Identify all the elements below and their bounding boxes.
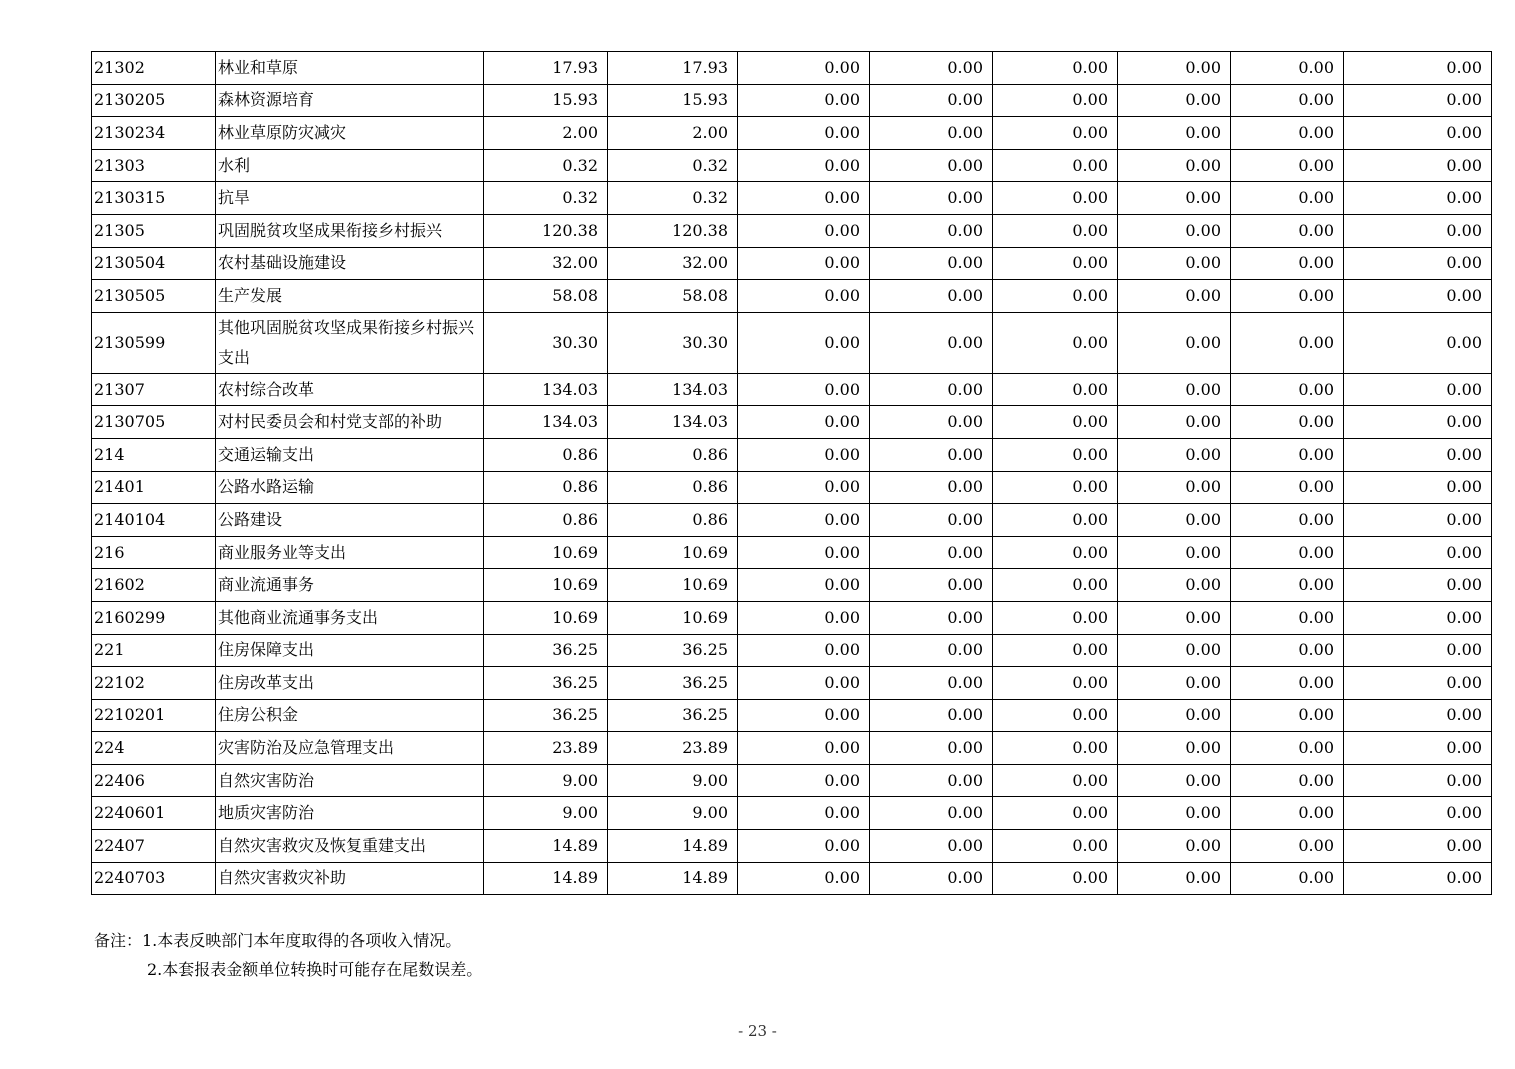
amount-cell: 0.00 [1231, 601, 1344, 634]
subject-code-cell: 216 [92, 536, 216, 569]
table-row [92, 732, 1492, 765]
amount-cell: 0.00 [1344, 312, 1492, 373]
subject-code-cell: 22102 [92, 667, 216, 700]
amount-cell: 0.00 [993, 214, 1118, 247]
amount-cell: 9.00 [608, 764, 738, 797]
subject-name-cell: 农村基础设施建设 [216, 247, 484, 280]
amount-cell: 0.00 [738, 406, 870, 439]
amount-cell: 0.00 [1231, 797, 1344, 830]
subject-code-cell: 214 [92, 438, 216, 471]
table-row [92, 471, 1492, 504]
amount-cell: 36.25 [484, 667, 608, 700]
subject-code-cell: 224 [92, 732, 216, 765]
amount-cell: 10.69 [608, 601, 738, 634]
amount-cell: 0.00 [1231, 569, 1344, 602]
amount-cell: 0.00 [738, 699, 870, 732]
amount-cell: 0.00 [1231, 699, 1344, 732]
subject-code-cell: 2210201 [92, 699, 216, 732]
note-line-1: 备注：1.本表反映部门本年度取得的各项收入情况。 [94, 931, 462, 950]
amount-cell: 0.00 [1344, 862, 1492, 895]
amount-cell: 0.00 [1231, 406, 1344, 439]
amount-cell: 0.00 [1231, 117, 1344, 150]
amount-cell: 0.00 [870, 214, 993, 247]
subject-code-cell: 2130205 [92, 84, 216, 117]
amount-cell: 0.00 [993, 862, 1118, 895]
subject-name-cell: 其他商业流通事务支出 [216, 601, 484, 634]
amount-cell: 0.00 [738, 149, 870, 182]
amount-cell: 134.03 [484, 406, 608, 439]
amount-cell: 0.00 [738, 536, 870, 569]
amount-cell: 0.00 [738, 117, 870, 150]
table-row [92, 117, 1492, 150]
amount-cell: 0.00 [1344, 247, 1492, 280]
amount-cell: 0.00 [993, 117, 1118, 150]
amount-cell: 0.00 [1118, 438, 1231, 471]
subject-name-cell: 灾害防治及应急管理支出 [216, 732, 484, 765]
amount-cell: 0.00 [1344, 732, 1492, 765]
subject-name-cell: 林业草原防灾减灾 [216, 117, 484, 150]
table-row [92, 373, 1492, 406]
amount-cell: 0.32 [484, 149, 608, 182]
amount-cell: 0.00 [1231, 471, 1344, 504]
subject-code-cell: 21302 [92, 52, 216, 85]
amount-cell: 0.00 [1231, 182, 1344, 215]
subject-code-cell: 2130315 [92, 182, 216, 215]
subject-name-cell: 水利 [216, 149, 484, 182]
subject-code-cell: 2130705 [92, 406, 216, 439]
amount-cell: 0.00 [1231, 280, 1344, 313]
amount-cell: 134.03 [608, 373, 738, 406]
amount-cell: 0.86 [484, 504, 608, 537]
amount-cell: 0.00 [870, 247, 993, 280]
amount-cell: 0.00 [1344, 84, 1492, 117]
subject-name-cell: 住房改革支出 [216, 667, 484, 700]
amount-cell: 0.00 [1344, 764, 1492, 797]
amount-cell: 0.00 [738, 182, 870, 215]
amount-cell: 32.00 [484, 247, 608, 280]
amount-cell: 0.32 [608, 182, 738, 215]
amount-cell: 0.00 [993, 536, 1118, 569]
table-body [92, 52, 1492, 895]
amount-cell: 0.00 [870, 764, 993, 797]
amount-cell: 0.00 [1118, 312, 1231, 373]
table-row [92, 699, 1492, 732]
amount-cell: 0.00 [1344, 699, 1492, 732]
table-row [92, 764, 1492, 797]
table-row [92, 797, 1492, 830]
amount-cell: 0.00 [1118, 536, 1231, 569]
amount-cell: 0.00 [993, 569, 1118, 602]
amount-cell: 0.00 [1118, 84, 1231, 117]
amount-cell: 0.00 [1344, 373, 1492, 406]
table-row [92, 667, 1492, 700]
table-row [92, 214, 1492, 247]
amount-cell: 0.00 [1344, 214, 1492, 247]
amount-cell: 36.25 [608, 667, 738, 700]
amount-cell: 0.00 [1118, 117, 1231, 150]
page-number: - 23 - [738, 1022, 777, 1040]
amount-cell: 9.00 [484, 764, 608, 797]
amount-cell: 0.86 [484, 471, 608, 504]
amount-cell: 0.00 [993, 699, 1118, 732]
table-row [92, 438, 1492, 471]
subject-name-cell: 公路建设 [216, 504, 484, 537]
subject-name-cell: 生产发展 [216, 280, 484, 313]
amount-cell: 0.00 [1344, 182, 1492, 215]
amount-cell: 0.86 [608, 471, 738, 504]
amount-cell: 0.00 [993, 667, 1118, 700]
subject-name-cell: 商业服务业等支出 [216, 536, 484, 569]
amount-cell: 0.00 [993, 280, 1118, 313]
amount-cell: 0.00 [1231, 149, 1344, 182]
amount-cell: 0.00 [870, 699, 993, 732]
amount-cell: 58.08 [484, 280, 608, 313]
table-row [92, 406, 1492, 439]
amount-cell: 0.00 [1118, 52, 1231, 85]
subject-code-cell: 21401 [92, 471, 216, 504]
amount-cell: 14.89 [608, 830, 738, 863]
amount-cell: 0.00 [1231, 84, 1344, 117]
amount-cell: 23.89 [484, 732, 608, 765]
amount-cell: 0.00 [993, 438, 1118, 471]
amount-cell: 0.00 [993, 149, 1118, 182]
amount-cell: 0.00 [1118, 569, 1231, 602]
amount-cell: 134.03 [484, 373, 608, 406]
amount-cell: 0.00 [738, 862, 870, 895]
amount-cell: 10.69 [608, 536, 738, 569]
amount-cell: 0.00 [870, 536, 993, 569]
subject-code-cell: 2130599 [92, 312, 216, 373]
notes [94, 926, 482, 984]
amount-cell: 0.00 [1118, 830, 1231, 863]
subject-name-cell: 其他巩固脱贫攻坚成果衔接乡村振兴支出 [216, 312, 484, 373]
amount-cell: 0.00 [1118, 862, 1231, 895]
subject-name-cell: 林业和草原 [216, 52, 484, 85]
amount-cell: 0.00 [1118, 373, 1231, 406]
table-row [92, 830, 1492, 863]
amount-cell: 2.00 [608, 117, 738, 150]
amount-cell: 0.00 [870, 732, 993, 765]
amount-cell: 0.86 [484, 438, 608, 471]
amount-cell: 0.00 [1344, 280, 1492, 313]
amount-cell: 0.00 [993, 634, 1118, 667]
subject-code-cell: 2140104 [92, 504, 216, 537]
subject-name-cell: 农村综合改革 [216, 373, 484, 406]
amount-cell: 17.93 [608, 52, 738, 85]
subject-name-cell: 巩固脱贫攻坚成果衔接乡村振兴 [216, 214, 484, 247]
amount-cell: 0.00 [1231, 667, 1344, 700]
amount-cell: 0.00 [1118, 797, 1231, 830]
subject-code-cell: 2130505 [92, 280, 216, 313]
amount-cell: 0.00 [993, 830, 1118, 863]
table-row [92, 601, 1492, 634]
amount-cell: 0.00 [1344, 149, 1492, 182]
amount-cell: 0.00 [738, 214, 870, 247]
amount-cell: 0.00 [1118, 732, 1231, 765]
amount-cell: 0.00 [870, 280, 993, 313]
amount-cell: 14.89 [608, 862, 738, 895]
table-row [92, 862, 1492, 895]
amount-cell: 0.86 [608, 504, 738, 537]
amount-cell: 0.00 [993, 52, 1118, 85]
amount-cell: 0.00 [1231, 52, 1344, 85]
table-row [92, 280, 1492, 313]
amount-cell: 0.00 [1344, 504, 1492, 537]
amount-cell: 0.00 [1118, 406, 1231, 439]
subject-code-cell: 2130234 [92, 117, 216, 150]
subject-code-cell: 22406 [92, 764, 216, 797]
table-row [92, 504, 1492, 537]
amount-cell: 0.00 [1231, 214, 1344, 247]
amount-cell: 0.00 [870, 182, 993, 215]
amount-cell: 0.00 [738, 280, 870, 313]
amount-cell: 14.89 [484, 830, 608, 863]
amount-cell: 9.00 [484, 797, 608, 830]
amount-cell: 15.93 [608, 84, 738, 117]
amount-cell: 0.00 [738, 732, 870, 765]
subject-name-cell: 对村民委员会和村党支部的补助 [216, 406, 484, 439]
amount-cell: 0.00 [870, 471, 993, 504]
amount-cell: 23.89 [608, 732, 738, 765]
amount-cell: 0.00 [870, 149, 993, 182]
amount-cell: 10.69 [484, 601, 608, 634]
amount-cell: 0.00 [870, 634, 993, 667]
amount-cell: 0.00 [738, 504, 870, 537]
amount-cell: 0.00 [738, 438, 870, 471]
amount-cell: 0.00 [1344, 601, 1492, 634]
amount-cell: 0.00 [993, 797, 1118, 830]
amount-cell: 0.00 [1118, 149, 1231, 182]
subject-name-cell: 自然灾害救灾及恢复重建支出 [216, 830, 484, 863]
amount-cell: 0.00 [1231, 634, 1344, 667]
amount-cell: 0.00 [993, 312, 1118, 373]
amount-cell: 15.93 [484, 84, 608, 117]
subject-name-cell: 公路水路运输 [216, 471, 484, 504]
amount-cell: 0.32 [608, 149, 738, 182]
amount-cell: 0.00 [870, 117, 993, 150]
amount-cell: 0.00 [993, 504, 1118, 537]
amount-cell: 0.00 [738, 830, 870, 863]
amount-cell: 10.69 [484, 536, 608, 569]
amount-cell: 0.00 [870, 667, 993, 700]
table-row [92, 569, 1492, 602]
amount-cell: 0.00 [870, 797, 993, 830]
amount-cell: 0.00 [738, 52, 870, 85]
amount-cell: 0.00 [870, 406, 993, 439]
amount-cell: 0.00 [738, 312, 870, 373]
amount-cell: 0.00 [870, 601, 993, 634]
amount-cell: 0.00 [993, 84, 1118, 117]
subject-code-cell: 21303 [92, 149, 216, 182]
subject-code-cell: 221 [92, 634, 216, 667]
amount-cell: 10.69 [484, 569, 608, 602]
amount-cell: 0.00 [1344, 536, 1492, 569]
amount-cell: 0.00 [738, 569, 870, 602]
subject-code-cell: 21305 [92, 214, 216, 247]
table-row [92, 247, 1492, 280]
amount-cell: 0.00 [870, 52, 993, 85]
amount-cell: 0.00 [1118, 280, 1231, 313]
amount-cell: 36.25 [484, 699, 608, 732]
subject-code-cell: 2240601 [92, 797, 216, 830]
amount-cell: 0.00 [993, 406, 1118, 439]
subject-name-cell: 交通运输支出 [216, 438, 484, 471]
amount-cell: 0.00 [993, 247, 1118, 280]
subject-name-cell: 商业流通事务 [216, 569, 484, 602]
amount-cell: 0.00 [1344, 406, 1492, 439]
amount-cell: 134.03 [608, 406, 738, 439]
subject-code-cell: 2130504 [92, 247, 216, 280]
amount-cell: 0.00 [738, 601, 870, 634]
amount-cell: 0.00 [870, 569, 993, 602]
amount-cell: 0.00 [1118, 471, 1231, 504]
amount-cell: 0.00 [1231, 504, 1344, 537]
amount-cell: 30.30 [608, 312, 738, 373]
amount-cell: 0.00 [1231, 862, 1344, 895]
amount-cell: 0.00 [870, 84, 993, 117]
amount-cell: 120.38 [484, 214, 608, 247]
amount-cell: 0.32 [484, 182, 608, 215]
amount-cell: 0.00 [870, 373, 993, 406]
subject-name-cell: 自然灾害救灾补助 [216, 862, 484, 895]
amount-cell: 0.00 [738, 373, 870, 406]
amount-cell: 32.00 [608, 247, 738, 280]
subject-name-cell: 住房保障支出 [216, 634, 484, 667]
table-row [92, 149, 1492, 182]
table-row [92, 84, 1492, 117]
amount-cell: 0.00 [738, 84, 870, 117]
subject-code-cell: 21307 [92, 373, 216, 406]
amount-cell: 0.00 [1344, 667, 1492, 700]
amount-cell: 0.00 [1118, 214, 1231, 247]
amount-cell: 0.00 [1231, 764, 1344, 797]
subject-name-cell: 森林资源培育 [216, 84, 484, 117]
amount-cell: 0.00 [1118, 601, 1231, 634]
amount-cell: 0.00 [1231, 536, 1344, 569]
amount-cell: 0.00 [1231, 830, 1344, 863]
amount-cell: 0.00 [993, 732, 1118, 765]
table-row [92, 634, 1492, 667]
amount-cell: 0.00 [1231, 732, 1344, 765]
subject-name-cell: 自然灾害防治 [216, 764, 484, 797]
subject-name-cell: 住房公积金 [216, 699, 484, 732]
amount-cell: 0.00 [1118, 247, 1231, 280]
table-row [92, 312, 1492, 373]
amount-cell: 0.00 [1344, 52, 1492, 85]
amount-cell: 0.00 [870, 312, 993, 373]
amount-cell: 0.00 [1231, 312, 1344, 373]
subject-code-cell: 2160299 [92, 601, 216, 634]
subject-code-cell: 22407 [92, 830, 216, 863]
amount-cell: 0.00 [1231, 247, 1344, 280]
amount-cell: 0.00 [870, 862, 993, 895]
amount-cell: 0.00 [993, 373, 1118, 406]
amount-cell: 0.00 [1344, 569, 1492, 602]
subject-code-cell: 21602 [92, 569, 216, 602]
table-row [92, 182, 1492, 215]
amount-cell: 0.00 [1231, 373, 1344, 406]
amount-cell: 36.25 [608, 634, 738, 667]
table-row [92, 52, 1492, 85]
amount-cell: 0.00 [1118, 182, 1231, 215]
subject-code-cell: 2240703 [92, 862, 216, 895]
subject-name-cell: 地质灾害防治 [216, 797, 484, 830]
note-line-2: 2.本套报表金额单位转换时可能存在尾数误差。 [147, 960, 483, 979]
amount-cell: 0.00 [738, 634, 870, 667]
amount-cell: 0.00 [870, 830, 993, 863]
amount-cell: 0.86 [608, 438, 738, 471]
amount-cell: 0.00 [993, 601, 1118, 634]
amount-cell: 36.25 [484, 634, 608, 667]
amount-cell: 2.00 [484, 117, 608, 150]
amount-cell: 0.00 [993, 764, 1118, 797]
amount-cell: 0.00 [993, 182, 1118, 215]
income-table [91, 51, 1492, 895]
amount-cell: 0.00 [1118, 699, 1231, 732]
amount-cell: 0.00 [1118, 504, 1231, 537]
amount-cell: 0.00 [870, 438, 993, 471]
amount-cell: 0.00 [738, 471, 870, 504]
amount-cell: 0.00 [1118, 667, 1231, 700]
amount-cell: 9.00 [608, 797, 738, 830]
amount-cell: 0.00 [738, 247, 870, 280]
amount-cell: 0.00 [1231, 438, 1344, 471]
amount-cell: 30.30 [484, 312, 608, 373]
amount-cell: 0.00 [1344, 830, 1492, 863]
amount-cell: 14.89 [484, 862, 608, 895]
amount-cell: 0.00 [993, 471, 1118, 504]
amount-cell: 0.00 [738, 667, 870, 700]
amount-cell: 0.00 [1344, 117, 1492, 150]
amount-cell: 0.00 [1344, 797, 1492, 830]
amount-cell: 0.00 [1118, 634, 1231, 667]
table-row [92, 536, 1492, 569]
amount-cell: 0.00 [1344, 438, 1492, 471]
amount-cell: 10.69 [608, 569, 738, 602]
amount-cell: 0.00 [1344, 634, 1492, 667]
amount-cell: 36.25 [608, 699, 738, 732]
amount-cell: 17.93 [484, 52, 608, 85]
amount-cell: 0.00 [1118, 764, 1231, 797]
amount-cell: 0.00 [1344, 471, 1492, 504]
amount-cell: 0.00 [738, 797, 870, 830]
amount-cell: 0.00 [738, 764, 870, 797]
amount-cell: 120.38 [608, 214, 738, 247]
subject-name-cell: 抗旱 [216, 182, 484, 215]
amount-cell: 0.00 [870, 504, 993, 537]
amount-cell: 58.08 [608, 280, 738, 313]
